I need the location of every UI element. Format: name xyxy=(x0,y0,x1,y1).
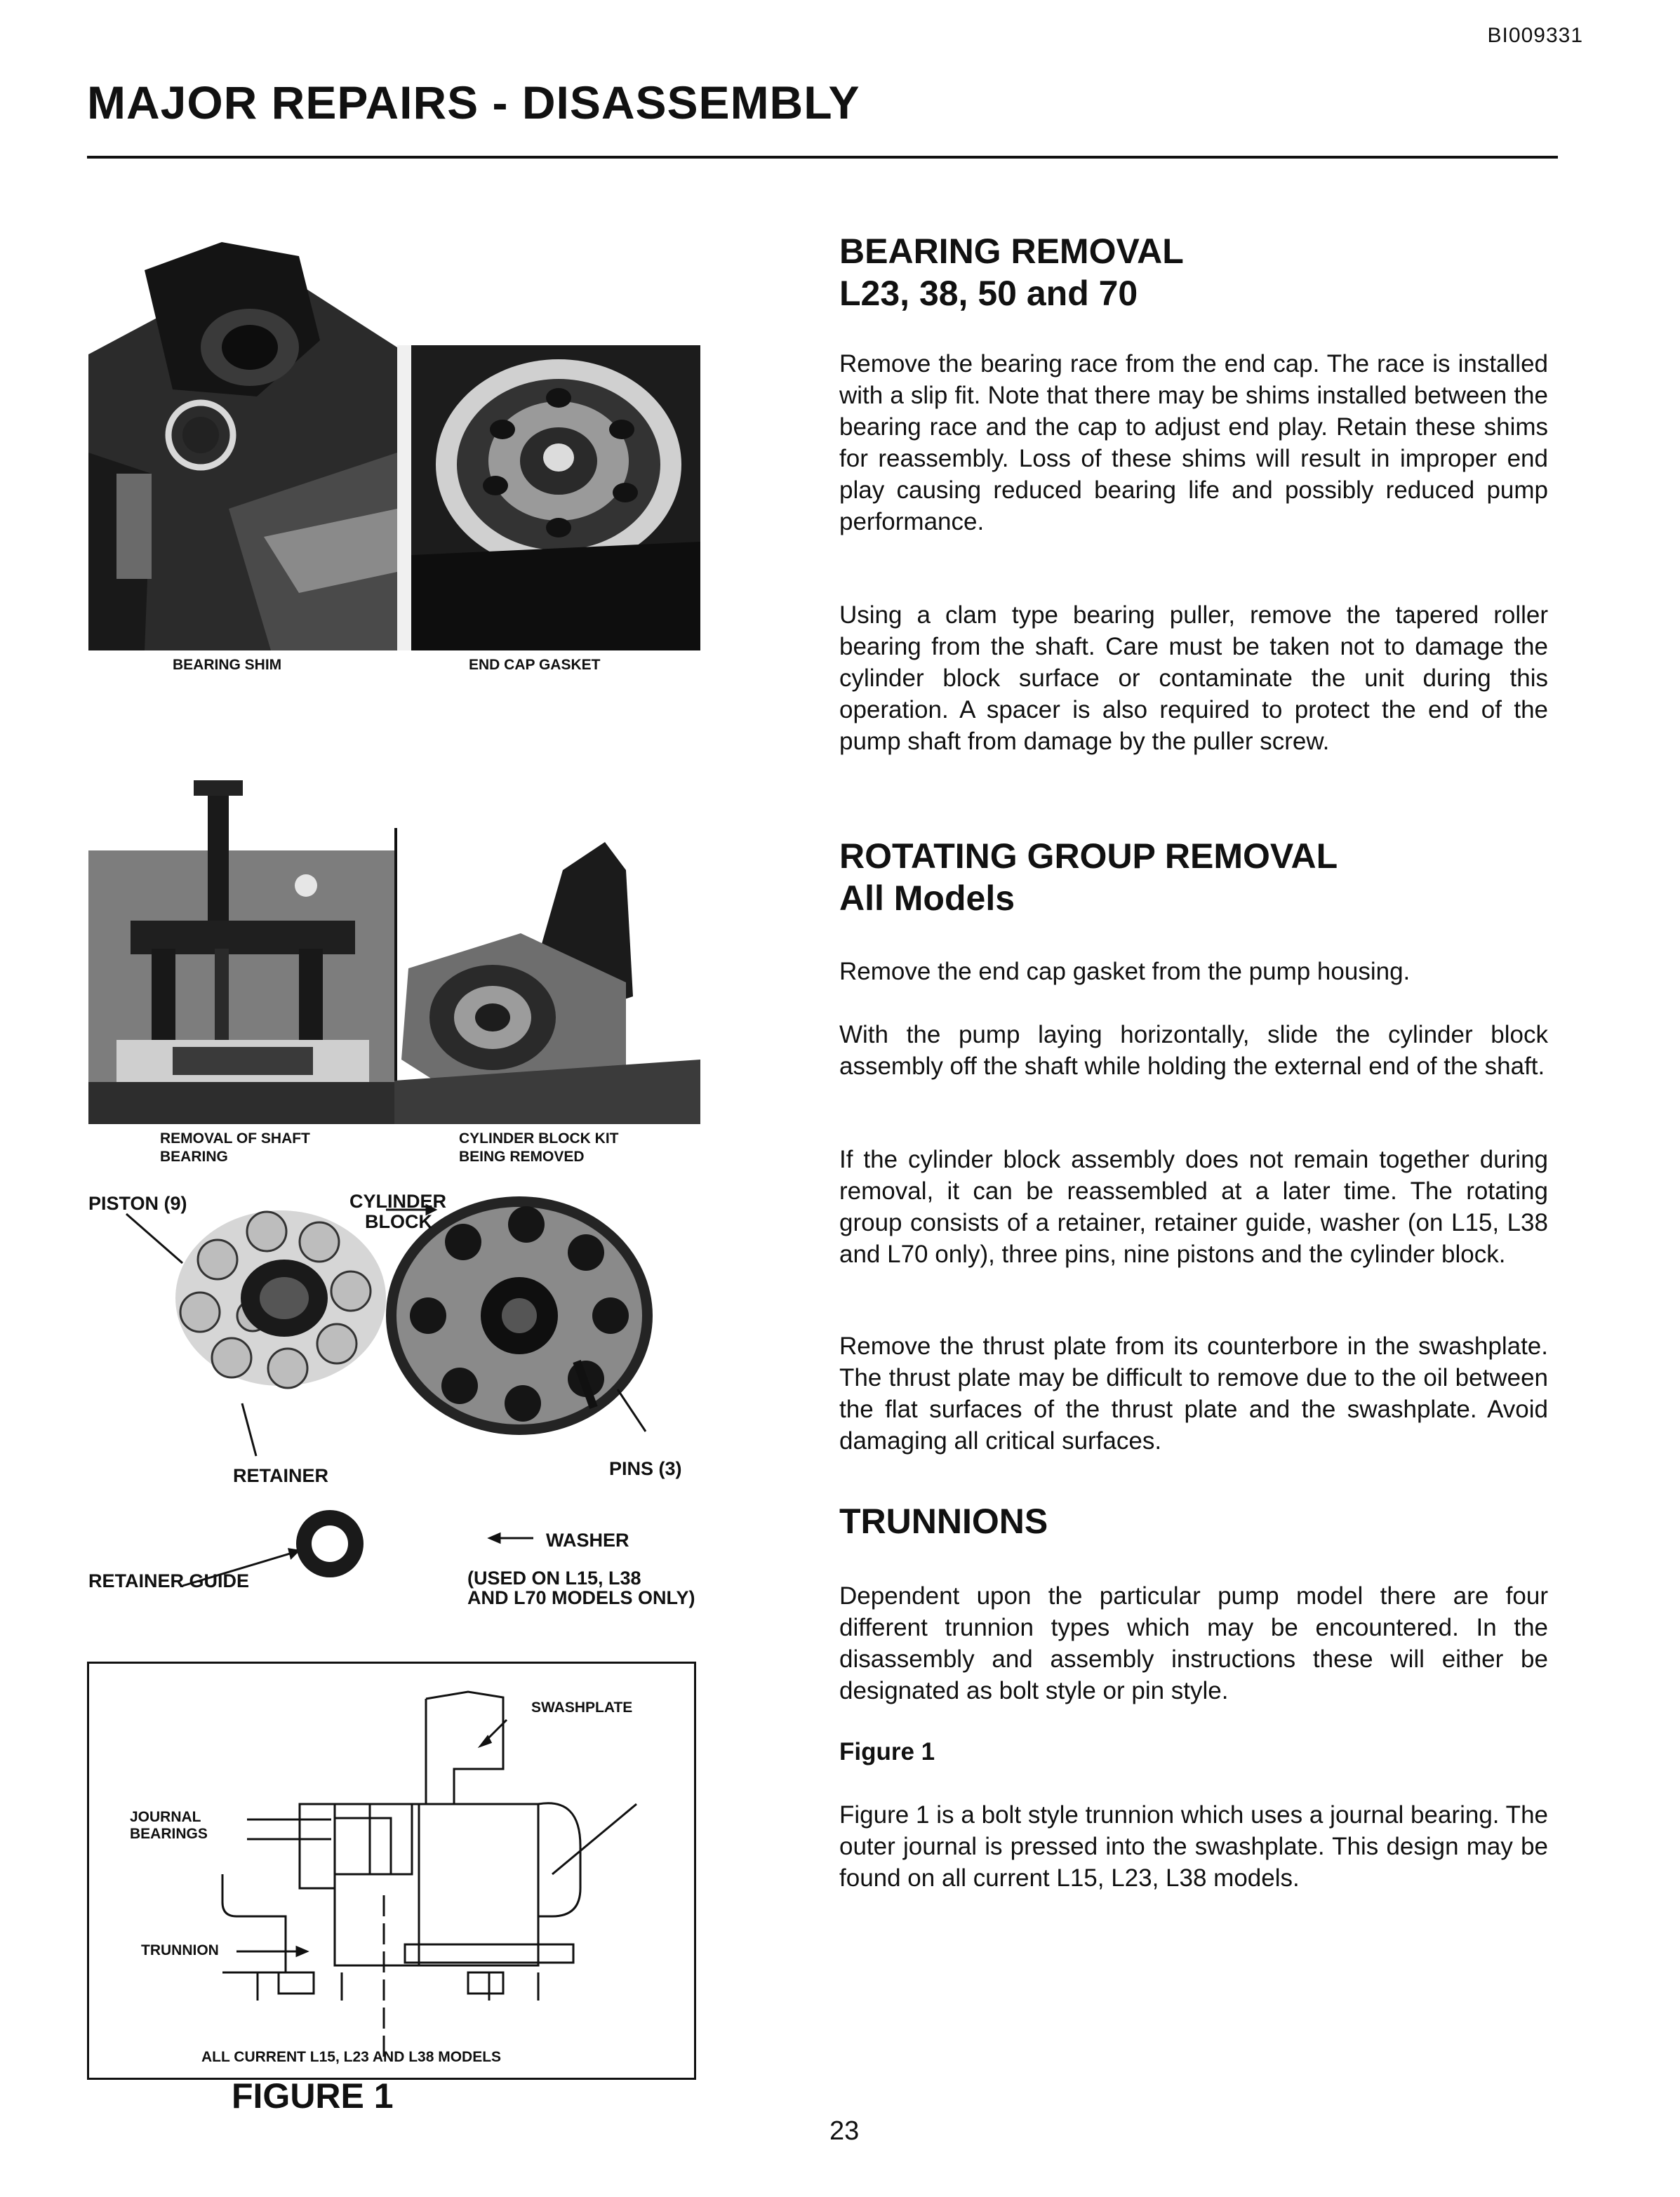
bearing-removal-heading xyxy=(839,230,1548,314)
washer-note-line2: AND L70 MODELS ONLY) xyxy=(467,1587,695,1608)
title-rule xyxy=(87,156,1558,159)
shaft-bearing-removal-photo xyxy=(88,773,394,1124)
bearing-removal-paragraph-2: Using a clam type bearing puller, remove the tapered roller bearing from the shaft. Care must be taken not to damage the cylinder block surface or contaminate the unit during this operation. A spacer is also required to protect the end of the pump shaft from damage by the puller screw. xyxy=(839,601,1548,755)
swashplate-label: SWASHPLATE xyxy=(531,1699,633,1716)
trunnions-title: TRUNNIONS xyxy=(839,1502,1048,1541)
washer-label: WASHER xyxy=(546,1530,629,1551)
rotating-group-paragraph-1: Remove the end cap gasket from the pump housing. xyxy=(839,958,1411,985)
end-cap-gasket-photo xyxy=(397,345,700,650)
figure-1-box xyxy=(87,1662,696,2080)
washer-note-line1: (USED ON L15, L38 xyxy=(467,1568,641,1589)
shaft-bearing-caption-line1: REMOVAL OF SHAFT xyxy=(160,1130,310,1147)
bearing-removal-title-line1: BEARING REMOVAL xyxy=(839,232,1184,271)
bearing-shim-caption: BEARING SHIM xyxy=(173,657,282,673)
journal-bearings-label-line1: JOURNAL xyxy=(130,1809,201,1825)
rotating-group-title-line2: All Models xyxy=(839,879,1015,918)
figure-caption: FIGURE 1 xyxy=(232,2076,394,2116)
figure-1-heading: Figure 1 xyxy=(839,1738,935,1765)
page-title: MAJOR REPAIRS - DISASSEMBLY xyxy=(87,76,860,128)
trunnions-paragraph: Dependent upon the particular pump model there are four different trunnion types which may be encountered. In the disassembly and assembly instructions these will either be designated as bolt style or pin style. xyxy=(839,1582,1548,1704)
bearing-removal-paragraph-1: Remove the bearing race from the end cap. The race is installed with a slip fit. Note that there may be shims installed between the bearing race and the cap to adjust end play. Retain these shims for reassembly. Loss of these shims will result in improper end play causing reduced bearing life and possibly reduced pump performance. xyxy=(839,350,1548,535)
rotating-group-title-line1: ROTATING GROUP REMOVAL xyxy=(839,836,1338,876)
page-number: 23 xyxy=(829,2116,860,2146)
journal-bearings-label-line2: BEARINGS xyxy=(130,1826,208,1842)
cylinder-block-label-line1: CYLINDER xyxy=(349,1191,447,1212)
trunnion-label: TRUNNION xyxy=(141,1942,219,1958)
figure-models-note: ALL CURRENT L15, L23 AND L38 MODELS xyxy=(201,2049,502,2065)
cylinder-block-removal-photo xyxy=(394,828,700,1124)
pins-label: PINS (3) xyxy=(609,1458,682,1479)
trunnion-diagram xyxy=(89,1664,694,2078)
rotating-group-paragraph-2: With the pump laying horizontally, slide the cylinder block assembly off the shaft while holding the external end of the shaft. xyxy=(839,1021,1548,1080)
document-id: BI009331 xyxy=(1487,24,1583,47)
cylinder-block-caption-line2: BEING REMOVED xyxy=(459,1149,585,1165)
bearing-shim-photo xyxy=(88,242,397,650)
retainer-label: RETAINER xyxy=(233,1465,329,1486)
shaft-bearing-caption-line2: BEARING xyxy=(160,1149,228,1165)
piston-label: PISTON (9) xyxy=(88,1193,187,1214)
cylinder-block-label-line2: BLOCK xyxy=(365,1211,432,1232)
retainer-guide-label: RETAINER GUIDE xyxy=(88,1570,250,1591)
cylinder-block-caption-line1: CYLINDER BLOCK KIT xyxy=(459,1130,619,1147)
end-cap-gasket-caption: END CAP GASKET xyxy=(469,657,601,673)
bearing-removal-title-line2: L23, 38, 50 and 70 xyxy=(839,274,1138,313)
rotating-group-paragraph-4: Remove the thrust plate from its counterbore in the swashplate. The thrust plate may be difficult to remove due to the oil between the flat surfaces of the thrust plate and the swashplate. Avoid damaging all critical surfaces. xyxy=(839,1333,1548,1455)
rotating-group-heading xyxy=(839,835,1548,919)
figure-1-paragraph: Figure 1 is a bolt style trunnion which uses a journal bearing. The outer journal is pressed into the swashplate. This design may be found on all current L15, L23, L38 models. xyxy=(839,1801,1548,1892)
rotating-group-paragraph-3: If the cylinder block assembly does not remain together during removal, it can be reassembled at a later time. The rotating group consists of a retainer, retainer guide, washer (on L15, L38 and L70 only), three pins, nine pistons and the cylinder block. xyxy=(839,1146,1548,1268)
